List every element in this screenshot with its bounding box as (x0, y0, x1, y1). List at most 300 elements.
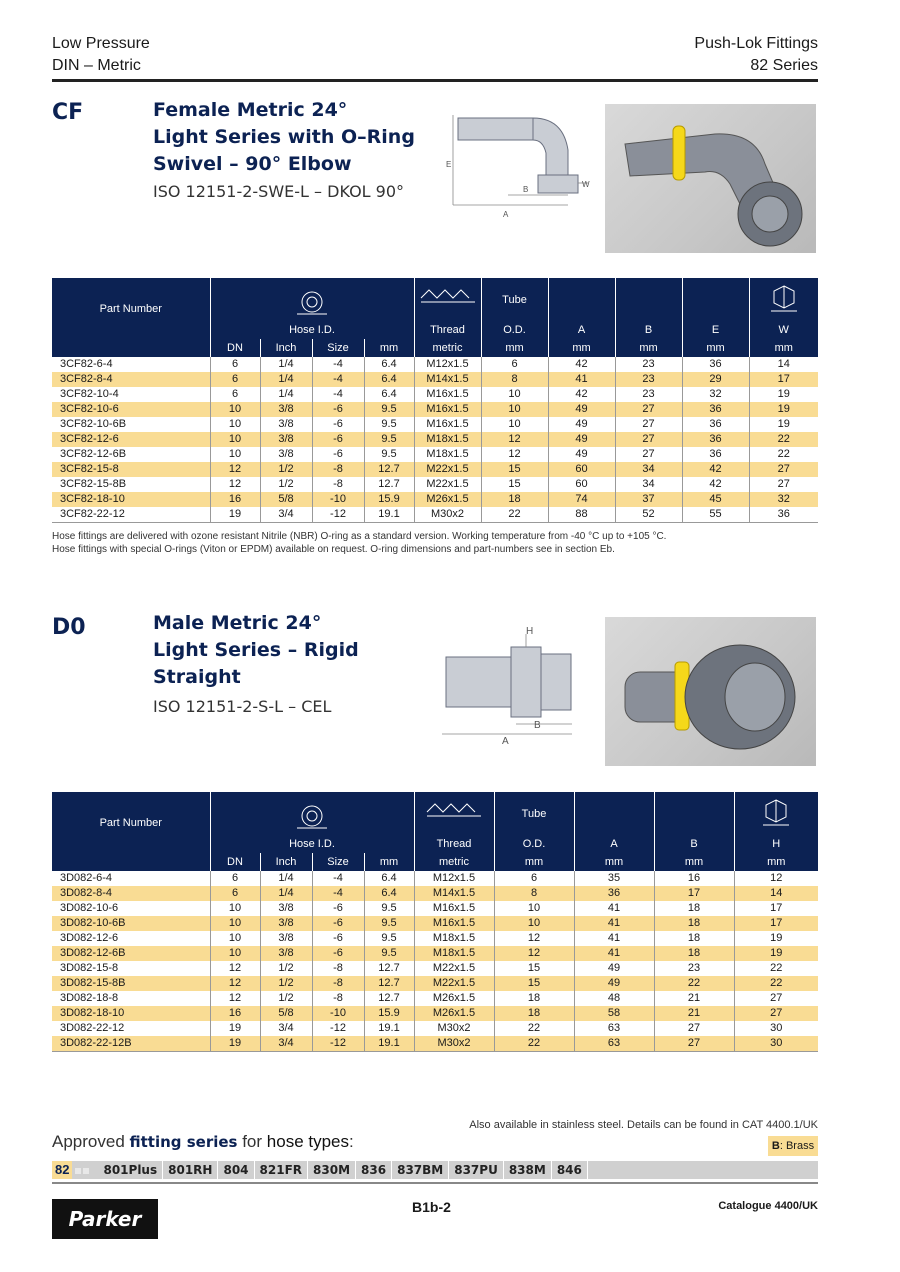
cf-product-photo (605, 104, 816, 253)
table-cell: 23 (654, 961, 734, 976)
d0-drawing-label-h: H (526, 626, 534, 637)
stainless-note: Also available in stainless steel. Details can be found in CAT 4400.1/UK (469, 1119, 818, 1131)
cf-hdr-hose-icon (210, 278, 414, 321)
part-number-cell: 3CF82-10-4 (60, 388, 119, 400)
table-cell: -8 (312, 477, 364, 492)
table-cell: 3/8 (260, 946, 312, 961)
table-cell: 3/8 (260, 447, 312, 462)
part-number-cell: 3D082-6-4 (60, 872, 112, 884)
approved-mid: for (237, 1132, 267, 1151)
approved-line (52, 1132, 354, 1152)
cf-hdr-a: A (548, 321, 615, 339)
table-cell: M26x1.5 (414, 1006, 494, 1021)
table-cell: 19.1 (364, 507, 414, 523)
table-cell: 5/8 (260, 492, 312, 507)
thread-icon (419, 286, 477, 310)
hose-type-item: 838M (504, 1161, 552, 1179)
table-cell: 12 (494, 946, 574, 961)
part-number-cell: 3CF82-12-6B (60, 448, 127, 460)
table-cell: 6 (494, 871, 574, 886)
cf-table-body (52, 357, 818, 523)
table-cell: -6 (312, 946, 364, 961)
hose-type-item: 801RH (163, 1161, 218, 1179)
section-subtitle: DIN – Metric (52, 57, 141, 74)
hose-type-item: 846 (552, 1161, 588, 1179)
table-row (52, 916, 818, 931)
table-cell: 34 (615, 477, 682, 492)
table-cell: -8 (312, 976, 364, 991)
table-cell: 10 (210, 402, 260, 417)
table-cell: 88 (548, 507, 615, 523)
hose-type-item: 837PU (449, 1161, 504, 1179)
part-number-cell: 3D082-22-12 (60, 1022, 125, 1034)
table-cell: 36 (749, 507, 818, 523)
cf-drawing-label-a: A (503, 210, 509, 219)
cf-unit-0: DN (210, 339, 260, 357)
d0-code: D0 (52, 615, 86, 640)
table-cell: 14 (734, 886, 818, 901)
table-row (52, 1036, 818, 1052)
table-cell: 49 (548, 402, 615, 417)
table-cell: 6.4 (364, 871, 414, 886)
part-number-cell: 3D082-12-6B (52, 946, 210, 961)
table-cell: 49 (548, 432, 615, 447)
cf-unit-8: mm (682, 339, 749, 357)
table-cell: -8 (312, 991, 364, 1006)
table-cell: 17 (734, 901, 818, 916)
cf-unit-9: mm (749, 339, 818, 357)
table-cell: 15 (494, 976, 574, 991)
table-cell: 18 (654, 916, 734, 931)
table-cell: 63 (574, 1036, 654, 1052)
table-cell: 49 (548, 447, 615, 462)
table-cell: 27 (654, 1021, 734, 1036)
table-cell: 12 (481, 447, 548, 462)
table-cell: M14x1.5 (414, 372, 481, 387)
cf-unit-2: Size (312, 339, 364, 357)
table-cell: 30 (734, 1036, 818, 1052)
table-cell: 15 (481, 477, 548, 492)
series-squares-icon (72, 1161, 98, 1179)
table-row (52, 387, 818, 402)
d0-drawing-label-b: B (534, 720, 541, 731)
table-cell: 22 (481, 507, 548, 523)
table-cell: -6 (312, 447, 364, 462)
d0-product-photo (605, 617, 816, 766)
table-cell: -6 (312, 916, 364, 931)
table-cell: 19 (734, 931, 818, 946)
table-cell: M16x1.5 (414, 402, 481, 417)
table-cell: 41 (574, 901, 654, 916)
part-number-cell: 3CF82-18-10 (52, 492, 210, 507)
table-cell: 17 (654, 886, 734, 901)
table-cell: 22 (734, 976, 818, 991)
part-number-cell: 3D082-18-8 (60, 992, 119, 1004)
d0-unit-8: mm (734, 853, 818, 871)
table-cell: 3/8 (260, 417, 312, 432)
table-cell: 6.4 (364, 372, 414, 387)
part-number-cell: 3CF82-15-8 (52, 462, 210, 477)
table-cell: -6 (312, 901, 364, 916)
cf-unit-6: mm (548, 339, 615, 357)
table-cell: 3/8 (260, 432, 312, 447)
table-cell: 12 (734, 871, 818, 886)
d0-hdr-hose-icon (210, 792, 414, 835)
part-number-cell: 3CF82-22-12 (52, 507, 210, 523)
table-cell: 18 (654, 901, 734, 916)
table-cell: 10 (481, 402, 548, 417)
table-cell: 14 (749, 357, 818, 372)
table-cell: 1/2 (260, 462, 312, 477)
table-row (52, 886, 818, 901)
table-cell: 1/2 (260, 976, 312, 991)
d0-drawing-label-a: A (502, 736, 509, 747)
hex-wrench-icon (769, 283, 799, 313)
table-cell: 19 (734, 946, 818, 961)
table-cell: 10 (481, 387, 548, 402)
table-cell: 27 (734, 1006, 818, 1021)
table-cell: 42 (682, 477, 749, 492)
table-cell: 19 (749, 402, 818, 417)
table-cell: 9.5 (364, 916, 414, 931)
table-cell: 19.1 (364, 1021, 414, 1036)
cf-hdr-thread-icon (414, 278, 481, 321)
d0-spec-table (52, 792, 818, 1052)
table-cell: -4 (312, 871, 364, 886)
table-cell: -6 (312, 402, 364, 417)
table-cell: M16x1.5 (414, 916, 494, 931)
table-cell: 42 (682, 462, 749, 477)
table-cell: 9.5 (364, 417, 414, 432)
product-title: Push-Lok Fittings (694, 35, 818, 52)
table-cell: M18x1.5 (414, 946, 494, 961)
table-cell: 12.7 (364, 961, 414, 976)
table-cell: -10 (312, 492, 364, 507)
cf-hdr-hex-icon (749, 278, 818, 321)
table-cell: 21 (654, 991, 734, 1006)
cf-hdr-thread: Thread (414, 321, 481, 339)
table-cell: 6 (210, 372, 260, 387)
table-cell: 10 (210, 901, 260, 916)
part-number-cell: 3CF82-6-4 (60, 358, 113, 370)
table-cell: 27 (615, 447, 682, 462)
cf-hdr-hose-id: Hose I.D. (210, 321, 414, 339)
table-row (52, 492, 818, 507)
d0-hdr-tube: Tube (494, 792, 574, 835)
table-row (52, 931, 818, 946)
table-cell: 12 (210, 462, 260, 477)
table-cell: 15 (494, 961, 574, 976)
table-cell: 36 (682, 432, 749, 447)
d0-unit-6: mm (574, 853, 654, 871)
d0-title-line2: Light Series – Rigid (153, 639, 359, 661)
table-row (52, 946, 818, 961)
table-cell: 12.7 (364, 976, 414, 991)
d0-hdr-part-number: Part Number (52, 792, 210, 853)
part-number-cell: 3D082-18-10 (52, 1006, 210, 1021)
table-cell: 12 (210, 976, 260, 991)
table-cell: M26x1.5 (414, 991, 494, 1006)
part-number-cell: 3CF82-12-6 (52, 432, 210, 447)
footer-divider (52, 1182, 818, 1184)
table-cell: 12 (494, 931, 574, 946)
brass-legend (768, 1136, 818, 1156)
hex-wrench-icon (761, 797, 791, 827)
d0-unit-2: Size (312, 853, 364, 871)
table-cell: 18 (494, 1006, 574, 1021)
part-number-cell: 3D082-22-12B (52, 1036, 210, 1052)
table-cell: M18x1.5 (414, 447, 481, 462)
table-row (52, 507, 818, 523)
approved-end: : (349, 1132, 354, 1151)
d0-table-body (52, 871, 818, 1052)
cf-hdr-tube: Tube (481, 278, 548, 321)
product-series: 82 Series (750, 57, 818, 74)
table-cell: 48 (574, 991, 654, 1006)
table-cell: 41 (574, 946, 654, 961)
table-cell: -4 (312, 387, 364, 402)
d0-unit-4: metric (414, 853, 494, 871)
table-cell: 27 (615, 402, 682, 417)
brass-text: : Brass (779, 1140, 815, 1152)
hose-types-bar (52, 1161, 818, 1179)
table-row (52, 417, 818, 432)
table-row (52, 432, 818, 447)
table-row (52, 1021, 818, 1036)
cf-hdr-e: E (682, 321, 749, 339)
table-cell: M30x2 (414, 507, 481, 523)
table-cell: 1/2 (260, 477, 312, 492)
table-cell: -8 (312, 462, 364, 477)
table-cell: 9.5 (364, 432, 414, 447)
table-cell: M22x1.5 (414, 462, 481, 477)
section-title: Low Pressure (52, 35, 150, 52)
table-cell: 22 (749, 432, 818, 447)
cf-spec-table (52, 278, 818, 523)
cf-note-line2: Hose fittings with special O-rings (Viton or EPDM) available on request. O-ring dimensions and part-numbers see in section Eb. (52, 544, 615, 555)
table-row (52, 871, 818, 886)
table-cell: 8 (481, 372, 548, 387)
table-cell: 10 (210, 432, 260, 447)
table-cell: -10 (312, 1006, 364, 1021)
catalogue-id: Catalogue 4400/UK (718, 1200, 818, 1212)
table-cell: 32 (682, 387, 749, 402)
cf-code: CF (52, 100, 84, 125)
approved-fitting-series: fitting series (129, 1133, 238, 1151)
table-cell: 60 (548, 462, 615, 477)
table-cell: M12x1.5 (414, 871, 494, 886)
table-cell: 1/4 (260, 372, 312, 387)
table-cell: 1/4 (260, 886, 312, 901)
d0-hdr-h: H (734, 835, 818, 853)
table-row (52, 462, 818, 477)
header-divider (52, 79, 818, 82)
approved-pre: Approved (52, 1132, 130, 1151)
table-cell: 1/2 (260, 961, 312, 976)
table-cell: 10 (210, 916, 260, 931)
table-cell: M26x1.5 (414, 492, 481, 507)
table-cell: 1/4 (260, 387, 312, 402)
table-cell: 19 (749, 417, 818, 432)
table-cell: 36 (682, 357, 749, 372)
table-cell: 15.9 (364, 492, 414, 507)
table-cell: 16 (654, 871, 734, 886)
part-number-cell: 3D082-12-6 (60, 932, 119, 944)
table-cell: 17 (734, 916, 818, 931)
cf-hdr-od: O.D. (481, 321, 548, 339)
cf-note-line1: Hose fittings are delivered with ozone resistant Nitrile (NBR) O-ring as a standard version. Working temperature from -40 °C up to +105 °C. (52, 531, 667, 542)
table-cell: 49 (574, 976, 654, 991)
table-cell: 52 (615, 507, 682, 523)
table-cell: 10 (210, 417, 260, 432)
part-number-cell: 3D082-15-8 (60, 962, 119, 974)
table-row (52, 357, 818, 372)
table-cell: 9.5 (364, 946, 414, 961)
table-cell: 9.5 (364, 402, 414, 417)
table-cell: M30x2 (414, 1021, 494, 1036)
table-cell: 32 (749, 492, 818, 507)
table-cell: 29 (682, 372, 749, 387)
table-cell: 3/4 (260, 507, 312, 523)
table-row (52, 1006, 818, 1021)
cf-unit-5: mm (481, 339, 548, 357)
table-cell: 18 (481, 492, 548, 507)
table-cell: 3/4 (260, 1036, 312, 1052)
hose-type-item: 804 (218, 1161, 254, 1179)
table-cell: 36 (682, 417, 749, 432)
table-cell: 6.4 (364, 387, 414, 402)
cf-hdr-w: W (749, 321, 818, 339)
table-cell: 3/8 (260, 402, 312, 417)
d0-hdr-thread: Thread (414, 835, 494, 853)
table-cell: 19.1 (364, 1036, 414, 1052)
table-cell: 27 (749, 462, 818, 477)
table-cell: 9.5 (364, 447, 414, 462)
part-number-cell: 3D082-15-8B (52, 976, 210, 991)
part-number-cell: 3CF82-8-4 (52, 372, 210, 387)
table-cell: -12 (312, 1021, 364, 1036)
table-cell: 37 (615, 492, 682, 507)
table-cell: 12 (481, 432, 548, 447)
d0-unit-5: mm (494, 853, 574, 871)
table-cell: 17 (749, 372, 818, 387)
d0-title-line1: Male Metric 24° (153, 612, 322, 634)
cf-hdr-b: B (615, 321, 682, 339)
table-cell: 16 (210, 492, 260, 507)
table-cell: 30 (734, 1021, 818, 1036)
table-cell: -8 (312, 961, 364, 976)
table-cell: 6 (210, 886, 260, 901)
table-cell: 15 (481, 462, 548, 477)
d0-unit-1: Inch (260, 853, 312, 871)
d0-technical-drawing (436, 622, 586, 747)
table-row (52, 402, 818, 417)
table-cell: 16 (210, 1006, 260, 1021)
table-row (52, 447, 818, 462)
cf-drawing-label-b: B (523, 185, 529, 194)
table-cell: 41 (574, 916, 654, 931)
d0-hdr-od: O.D. (494, 835, 574, 853)
table-cell: 6 (481, 357, 548, 372)
table-cell: 27 (654, 1036, 734, 1052)
hose-id-icon (297, 802, 327, 832)
table-cell: 12.7 (364, 991, 414, 1006)
table-cell: 10 (210, 931, 260, 946)
table-cell: 19 (749, 387, 818, 402)
table-row (52, 991, 818, 1006)
table-cell: 12.7 (364, 477, 414, 492)
table-cell: 9.5 (364, 931, 414, 946)
table-cell: 12 (210, 961, 260, 976)
part-number-cell: 3CF82-10-6 (52, 402, 210, 417)
hose-id-icon (297, 288, 327, 318)
cf-title-line1: Female Metric 24° (153, 99, 348, 121)
table-cell: 6.4 (364, 357, 414, 372)
table-cell: 12 (210, 991, 260, 1006)
table-cell: 23 (615, 387, 682, 402)
table-cell: 10 (481, 417, 548, 432)
thread-icon (425, 800, 483, 824)
table-cell: M18x1.5 (414, 931, 494, 946)
cf-title-line2: Light Series with O–Ring (153, 126, 415, 148)
table-cell: -6 (312, 417, 364, 432)
d0-hdr-hex-icon (734, 792, 818, 835)
table-cell: 18 (654, 931, 734, 946)
table-cell: 15.9 (364, 1006, 414, 1021)
table-cell: 19 (210, 1021, 260, 1036)
parker-logo: Parker (52, 1199, 158, 1239)
table-cell: 19 (210, 1036, 260, 1052)
d0-iso-standard: ISO 12151-2-S-L – CEL (153, 697, 332, 716)
part-number-cell: 3CF82-15-8B (60, 478, 127, 490)
table-cell: 41 (548, 372, 615, 387)
table-cell: -12 (312, 507, 364, 523)
table-cell: 49 (548, 417, 615, 432)
table-cell: 23 (615, 372, 682, 387)
table-cell: M16x1.5 (414, 417, 481, 432)
table-cell: -6 (312, 931, 364, 946)
table-cell: 1/2 (260, 991, 312, 1006)
d0-drawing-tail (446, 657, 511, 707)
cf-unit-3: mm (364, 339, 414, 357)
cf-note (52, 530, 666, 556)
table-cell: 34 (615, 462, 682, 477)
table-cell: M22x1.5 (414, 477, 481, 492)
table-cell: 49 (574, 961, 654, 976)
cf-unit-7: mm (615, 339, 682, 357)
table-cell: 8 (494, 886, 574, 901)
cf-iso-standard: ISO 12151-2-SWE-L – DKOL 90° (153, 182, 405, 201)
table-row (52, 477, 818, 492)
hose-type-item: 836 (356, 1161, 392, 1179)
table-cell: 55 (682, 507, 749, 523)
d0-hdr-b: B (654, 835, 734, 853)
hose-type-item: 837BM (392, 1161, 449, 1179)
table-cell: 3/4 (260, 1021, 312, 1036)
table-cell: 3/8 (260, 931, 312, 946)
d0-drawing-hex (511, 647, 541, 717)
table-cell: 27 (734, 991, 818, 1006)
table-cell: 9.5 (364, 901, 414, 916)
table-cell: 6 (210, 387, 260, 402)
table-cell: -12 (312, 1036, 364, 1052)
table-cell: 22 (749, 447, 818, 462)
table-row (52, 976, 818, 991)
cf-units-row (52, 339, 818, 357)
table-cell: 27 (615, 432, 682, 447)
cf-title (153, 97, 415, 178)
brass-key: B (771, 1140, 780, 1152)
